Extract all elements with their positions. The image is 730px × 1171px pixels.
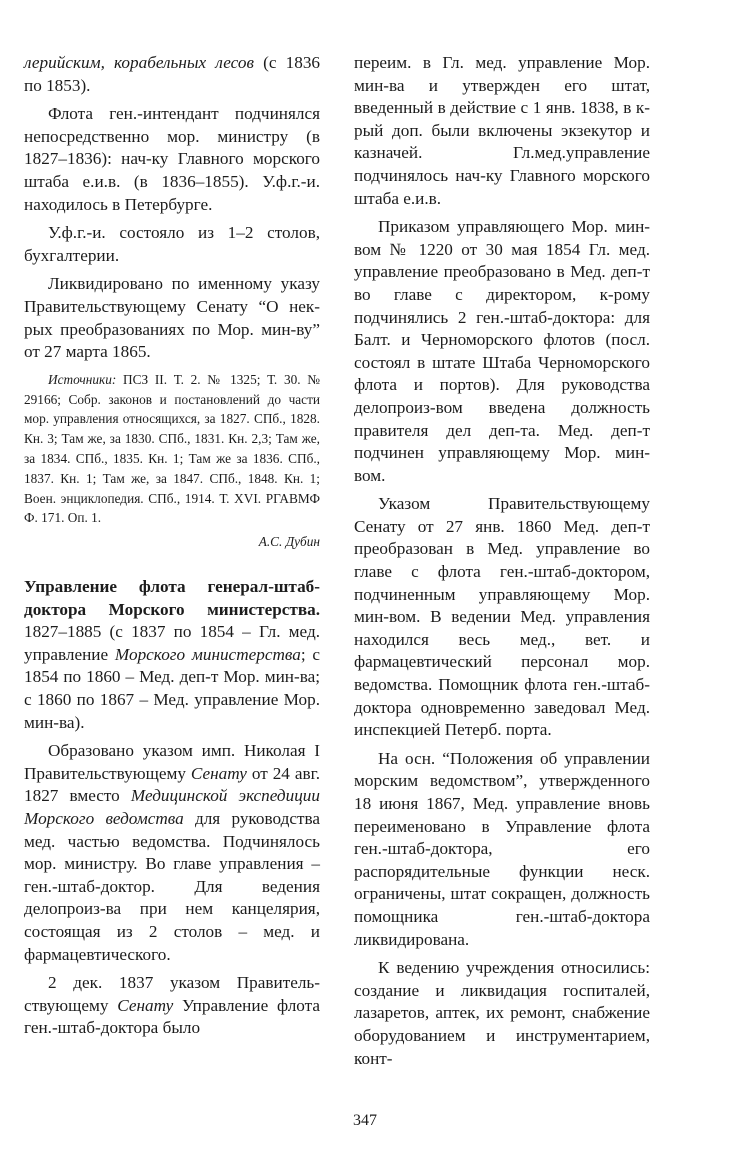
- text: 2 дек. 1837 указом Правительствующему: [24, 973, 320, 1015]
- paragraph: Указом Правительствующему Сенату от 27 янв. 1860 Мед. деп-т преобразован в Мед. управление во главе с флота ген.-штаб-доктором, подчиненным управляющему Мор. мин-вом. В ведении Мед. управления находился весь мед., вет. и фармацевтический персонал мор. ведомства. Помощник флота ген.-штаб-доктора одновременно заведовал Мед. инспекцией Петерб. порта.: [354, 494, 650, 740]
- sources-block: [24, 370, 320, 528]
- right-column: [354, 52, 650, 1076]
- italic-text: Морского министерства: [114, 644, 301, 664]
- text: ; с 1854 по 1860 – Мед. деп-т Мор. мин-ва; с 1860 по 1867 – Мед. управление Мор. мин-ва).: [24, 644, 321, 732]
- paragraph: Ликвидировано по именному указу Правительствующему Сенату “О нек-рых преобразованиях по Мор. мин-ву” от 27 марта 1865.: [24, 274, 320, 362]
- entry-title: Управление флота генерал-штаб-доктора Морского министерства.: [24, 577, 320, 619]
- left-column: [24, 52, 320, 1046]
- paragraph: На осн. “Положения об управлении морским ведомством”, утвержденного 18 июня 1867, Мед. управление вновь переименовано в Управление флота ген.-штаб-доктора, его распорядительные функции неск. ограничены, штат сокращен, должность помощника ген.-штаб-доктора ликвидирована.: [354, 748, 650, 949]
- paragraph: [24, 52, 320, 97]
- sources-label: Источники:: [48, 371, 117, 387]
- text: от 24 авг. 1827 вместо: [24, 763, 320, 806]
- page-number: 347: [353, 1112, 377, 1129]
- entry-heading-paragraph: [24, 576, 320, 734]
- text: Управление флота ген.-штаб-доктора было: [24, 995, 321, 1038]
- paragraph: переим. в Гл. мед. управление Мор. мин-ва и утвержден его штат, введенный в действие с 1 янв. 1838, в к-рый доп. были включены экзекутор и казначей. Гл.мед.управление подчинялось нач-ку Главного морского штаба е.и.в.: [354, 53, 650, 208]
- italic-text: Сенату: [190, 763, 247, 783]
- paragraph: [24, 972, 320, 1040]
- sources-text: ПСЗ II. Т. 2. № 1325; Т. 30. № 29166; Собр. законов и постановлений до части мор. управления относящихся, за 1827. СПб., 1828. Кн. 3; Там же, за 1830. СПб., 1831. Кн. 2,3; Там же, за 1834. СПб., 1835. Кн. 1; Там же за 1836. СПб., 1837. Кн. 1; Там же, за 1847. СПб., 1848. Кн. 1; Воен. энциклопедия. СПб., 1914. Т. XVI. РГАВМФ Ф. 171. Оп. 1.: [24, 371, 320, 526]
- paragraph: К ведению учреждения относились: создание и ликвидация госпиталей, лазаретов, аптек, их ремонт, снабжение оборудованием и инструментарием, конт-: [354, 958, 650, 1068]
- paragraph: Приказом управляющего Мор. мин-вом № 1220 от 30 мая 1854 Гл. мед. управление преобразовано в Мед. деп-т во главе с директором, к-рому подчинялись 2 ген.-штаб-доктора: для Балт. и Черноморского флотов (посл. состоял в штате Штаба Черноморского флота и портов). Для руководства делопроиз-вом введена должность правителя дел деп-та. Мед. деп-т подчинен управляющему Мор. мин-вом.: [354, 217, 650, 485]
- paragraph: Флота ген.-интендант подчинялся непосредственно мор. министру (в 1827–1836): нач-ку Главного морского штаба е.и.в. (в 1836–1855). У.ф.г.-и. находилось в Петербурге.: [24, 104, 320, 214]
- text: для руководства мед. частью ведомства. Подчинялось мор. министру. Во главе управления – ген.-штаб-доктор. Для ведения делопроиз-ва при нем канцелярия, состоящая из 2 столов – мед. и фармацевтического.: [24, 809, 320, 964]
- italic-text: Медицинской экспедиции Морского ведомства: [24, 786, 320, 829]
- author-signature: А.С. Дубин: [258, 534, 320, 550]
- text: (с 1836 по 1853).: [24, 53, 321, 95]
- paragraph: У.ф.г.-и. состояло из 1–2 столов, бухгалтерии.: [24, 223, 320, 265]
- text: Образовано указом имп. Николая I Правительствующему: [24, 741, 320, 783]
- text: 1827–1885 (с 1837 по 1854 – Гл. мед. управление: [24, 622, 320, 664]
- paragraph: [24, 740, 320, 966]
- italic-text: Сенату: [117, 995, 174, 1015]
- italic-text: лерийским, корабельных лесов: [24, 53, 254, 72]
